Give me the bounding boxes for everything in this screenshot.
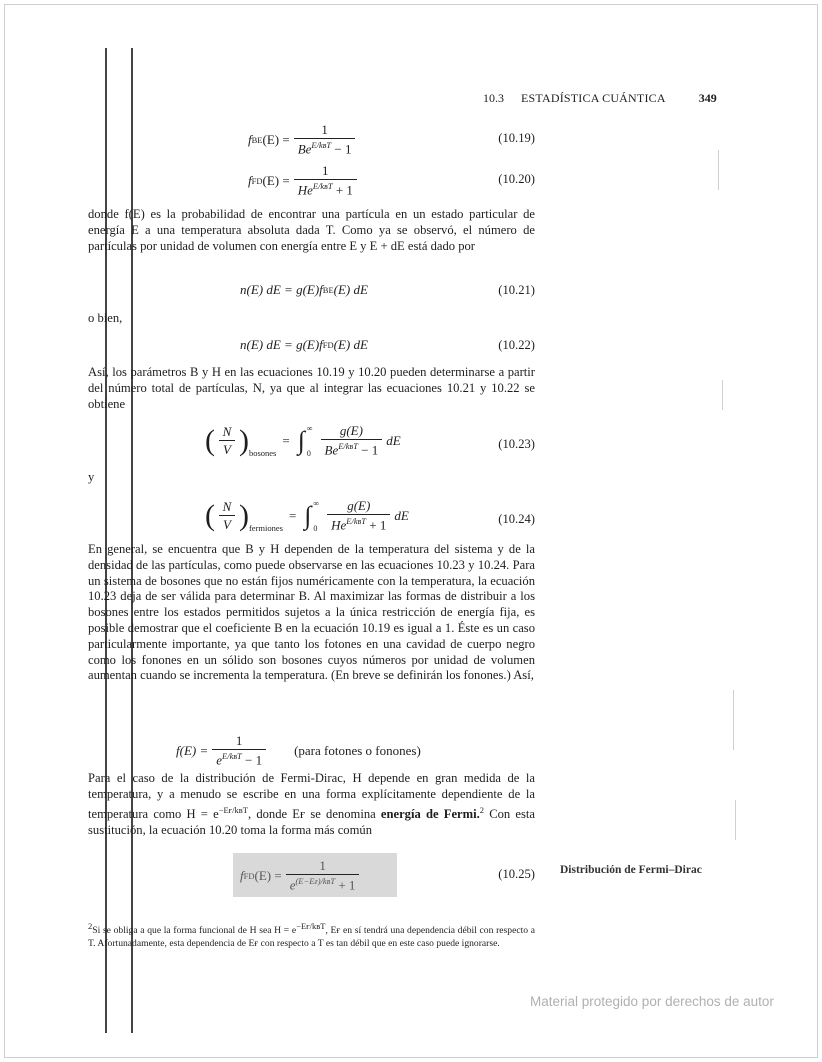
equation-10-19: f BE (E) = $\frac{1}{Be^{E/kʙT} - 1}$ bbox=[248, 122, 359, 157]
footnote: $^2$Si se obliga a que la forma funcional de H sea $H = e^{-Eғ/kʙT}$, Eғ en sí tendrá una dependencia débil con respecto a T. Afortunadamente, esta dependencia de Eғ con respecto a T es tan débil que en este caso puede ignorarse. bbox=[88, 921, 535, 949]
term-energia-de-fermi: energía de Fermi. bbox=[380, 806, 480, 821]
section-title: ESTADÍSTICA CUÁNTICA bbox=[521, 91, 666, 105]
paragraph: o bien, bbox=[88, 311, 123, 325]
scan-artifact-mark bbox=[735, 800, 736, 840]
paragraph: Para el caso de la distribución de Fermi-Dirac, H depende en gran medida de la temperatura, y a menudo se escribe en una forma explícitamente dependiente de la temperatura como $H = e^{-Eғ/kʙT}$, donde Eғ se denomina energía de Fermi.$^2$ Con esta sustitución, la ecuación 10.20 toma la forma más común bbox=[88, 771, 535, 837]
equation-number: (10.22) bbox=[498, 338, 535, 352]
equation-10-25: f FD (E) = $\frac{1}{e^{(E-Eғ)/kʙT} + 1}$ bbox=[240, 858, 363, 893]
paragraph: En general, se encuentra que B y H dependen de la temperatura del sistema y de la densidad de las partículas, como puede observarse en las ecuaciones 10.23 y 10.24. Para un sistema de bosones que no están fijos numéricamente con la temperatura, la ecuación 10.23 deja de ser válida para determinar B. Al maximizar las formas de distribuir a los bosones entre los estados permitidos sujetos a la única restricción de energía fija, es posible demostrar que el coeficiente B en la ecuación 10.19 es igual a 1. Éste es un caso particularmente importante, ya que tanto los fotones en una cavidad de cuerpo negro como los fonones en un sólido son bosones cuyos números por unidad de volumen aumentan cuando se incrementa la temperatura. (En breve se definirán los fonones.) Así, bbox=[88, 542, 535, 683]
equation-10-22: n(E) dE = g(E)f FD (E) dE bbox=[240, 337, 368, 352]
page-border bbox=[4, 4, 818, 1058]
page-number: 349 bbox=[698, 91, 717, 105]
margin-note: Distribución de Fermi–Dirac bbox=[560, 864, 702, 876]
equation-10-24: ( $\frac{N}{V}$ ) $_{fermiones}$ = ∫ ∞ 0 $\frac{g(E)}{He^{E/kʙT} + 1}$ dE bbox=[205, 498, 409, 534]
equation-number: (10.23) bbox=[498, 437, 535, 451]
scan-artifact-mark bbox=[722, 380, 723, 410]
paragraph: donde f(E) es la probabilidad de encontrar una partícula en un estado particular de energía E a una temperatura absoluta dada T. Como ya se observó, el número de partículas por unidad de volumen con energía entre E y E + dE está dado por bbox=[88, 207, 535, 253]
scan-artifact-mark bbox=[718, 150, 719, 190]
equation-10-23: ( $\frac{N}{V}$ ) $_{bosones}$ = ∫ ∞ 0 $\frac{g(E)}{Be^{E/kʙT} - 1}$ dE bbox=[205, 423, 401, 459]
scan-artifact-line bbox=[105, 48, 107, 1033]
scan-artifact-line bbox=[131, 48, 133, 1033]
running-header bbox=[483, 91, 717, 106]
equation-number: (10.21) bbox=[498, 283, 535, 297]
equation-number: (10.24) bbox=[498, 512, 535, 526]
scan-artifact-mark bbox=[733, 690, 734, 750]
copyright-watermark: Material protegido por derechos de autor bbox=[530, 994, 774, 1009]
paragraph: Así, los parámetros B y H en las ecuaciones 10.19 y 10.20 pueden determinarse a partir del número total de partículas, N, ya que al integrar las ecuaciones 10.21 y 10.22 se obtiene bbox=[88, 365, 535, 411]
equation-number: (10.19) bbox=[498, 131, 535, 145]
paragraph: y bbox=[88, 470, 95, 484]
equation-number: (10.25) bbox=[498, 867, 535, 881]
equation-photon-distribution: f(E) = $\frac{1}{e^{E/kʙT} - 1}$ (para fotones o fonones) bbox=[176, 733, 421, 768]
section-number: 10.3 bbox=[483, 91, 504, 105]
equation-number: (10.20) bbox=[498, 172, 535, 186]
equation-10-20: f FD (E) = $\frac{1}{He^{E/kʙT} + 1}$ bbox=[248, 163, 361, 198]
equation-10-21: n(E) dE = g(E)f BE (E) dE bbox=[240, 282, 368, 297]
